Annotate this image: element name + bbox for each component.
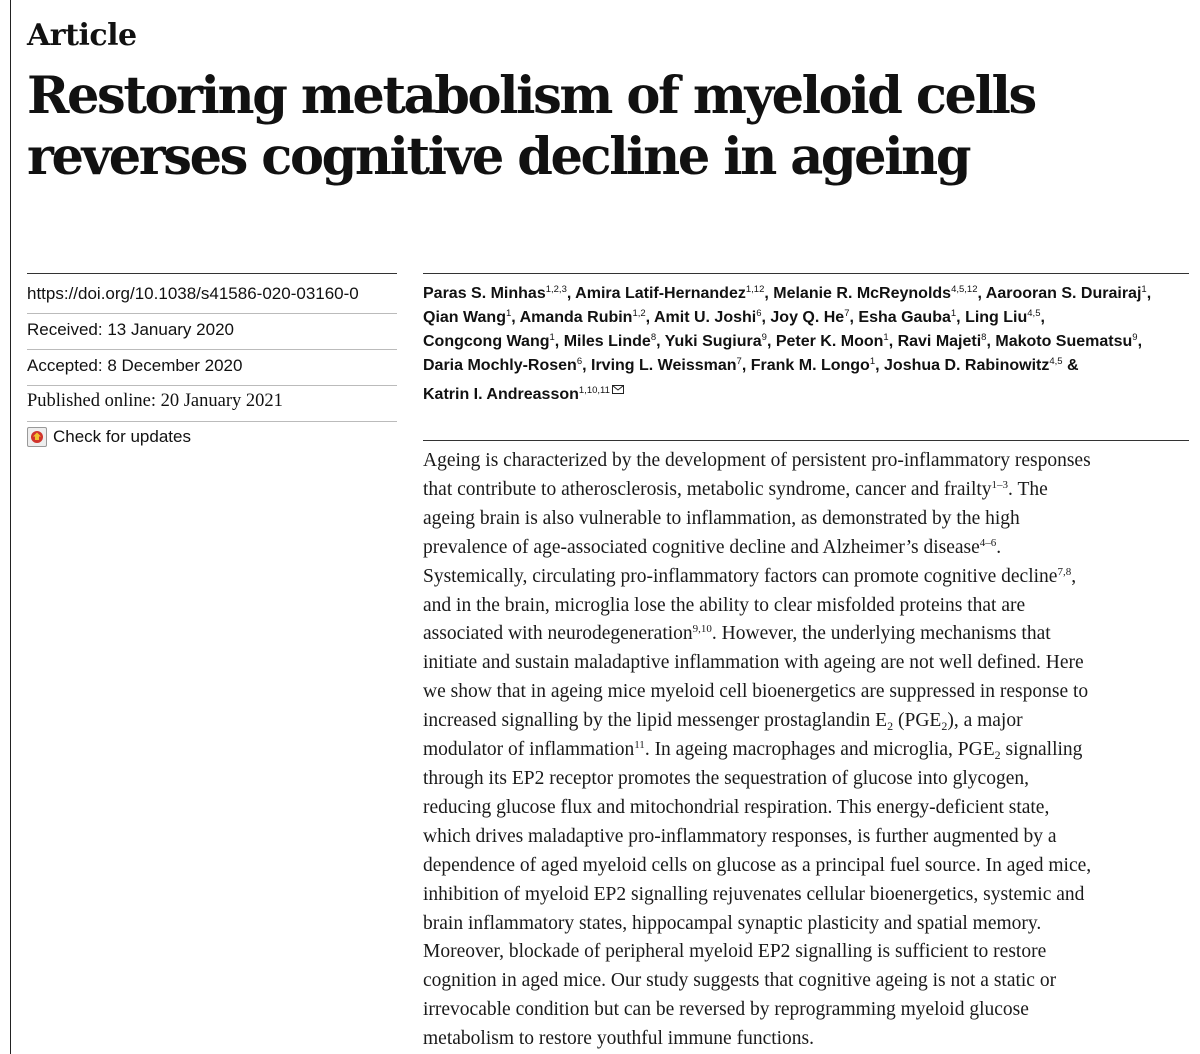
- abstract-line: reducing glucose flux and mitochondrial respiration. This energy-deficient state,: [423, 796, 1050, 818]
- meta-divider: [27, 273, 397, 274]
- meta-divider: [27, 385, 397, 386]
- author-name: Yuki Sugiura: [664, 333, 762, 350]
- abstract-line: dependence of aged myeloid cells on glucose as a principal fuel source. In aged mice,: [423, 854, 1092, 876]
- author-name: Makoto Suematsu: [995, 333, 1133, 350]
- check-for-updates-button[interactable]: [27, 427, 191, 447]
- abstract-line: Moreover, blockade of peripheral myeloid EP2 signalling is sufficient to restore: [423, 941, 1047, 963]
- subscript: 2: [887, 719, 894, 734]
- abstract-line: Systemically, circulating pro-inflammatory factors can promote cognitive decline$^{7,8}$,: [423, 565, 1077, 587]
- author-affiliation: 9: [1132, 332, 1138, 343]
- envelope-icon[interactable]: [612, 378, 624, 402]
- author-line: Congcong Wang$^1$, Miles Linde$^8$, Yuki Sugiura$^9$, Peter K. Moon$^1$, Ravi Majeti$^8$, Makoto Suematsu$^9$,: [423, 332, 1143, 350]
- authors-divider: [423, 273, 1189, 274]
- abstract-line: modulator of inflammation$^{11}$. In ageing macrophages and microglia, $PGE_2$ signalling: [423, 739, 1083, 763]
- meta-divider: [27, 349, 397, 350]
- author-affiliation: 9: [761, 332, 767, 343]
- author-affiliation: 6: [756, 308, 762, 319]
- author-affiliation: 4,5: [1049, 356, 1063, 367]
- meta-divider: [27, 421, 397, 422]
- author-name: Frank M. Longo: [750, 357, 870, 374]
- abstract-line: cognition in aged mice. Our study suggests that cognitive ageing is not a static or: [423, 970, 1057, 992]
- reference-superscript: 1–3: [991, 478, 1009, 491]
- subscript: 2: [994, 748, 1001, 763]
- author-name: Ling Liu: [965, 309, 1028, 326]
- abstract-line: through its EP2 receptor promotes the sequestration of glucose into glycogen,: [423, 767, 1029, 789]
- abstract-divider: [423, 440, 1189, 441]
- author-name: Amit U. Joshi: [653, 309, 757, 326]
- abstract-line: initiate and sustain maladaptive inflammation with ageing are not well defined. Here: [423, 652, 1084, 674]
- author-affiliation: 1,2: [632, 308, 646, 319]
- author-name: Joy Q. He: [770, 309, 845, 326]
- author-name: Peter K. Moon: [775, 333, 884, 350]
- abstract-line: prevalence of age-associated cognitive decline and Alzheimer’s disease$^{4-6}$.: [423, 536, 1002, 558]
- author-line: Paras S. Minhas$^{1,2,3}$, Amira Latif-Hernandez$^{1,12}$, Melanie R. McReynolds$^{4,5,12}$, Aarooran S. Durairaj$^1$,: [423, 284, 1152, 302]
- abstract-line: increased signalling by the lipid messenger prostaglandin $E_2$ $(PGE_2)$, a major: [423, 710, 1023, 734]
- author-affiliation: 4,5,12: [951, 284, 978, 295]
- author-name: Joshua D. Rabinowitz: [884, 357, 1050, 374]
- doi-link[interactable]: https://doi.org/10.1038/s41586-020-03160-0: [27, 284, 359, 303]
- abstract-line: brain inflammatory states, hippocampal synaptic plasticity and spatial memory.: [423, 912, 1042, 934]
- author-line: [423, 378, 1193, 407]
- check-for-updates-label: Check for updates: [53, 427, 191, 446]
- author-name: Amanda Rubin: [519, 309, 633, 326]
- received-date: Received: 13 January 2020: [27, 320, 234, 339]
- author-affiliation: 7: [844, 308, 850, 319]
- title-line: Restoring metabolism of myeloid cells: [27, 66, 1035, 126]
- abstract-text: [423, 447, 1193, 1054]
- author-affiliation: 1,2,3: [545, 284, 567, 295]
- article-type-label: Article: [27, 18, 137, 53]
- author-affiliation: 7: [736, 356, 742, 367]
- author-name: Aarooran S. Durairaj: [985, 285, 1142, 302]
- author-name: Amira Latif-Hernandez: [575, 285, 746, 302]
- abstract-line: inhibition of myeloid EP2 signalling rejuvenates cellular bioenergetics, systemic and: [423, 883, 1085, 905]
- author-affiliation: 1: [549, 332, 555, 343]
- meta-divider: [27, 313, 397, 314]
- abstract-line: associated with neurodegeneration$^{9,10}$. However, the underlying mechanisms that: [423, 623, 1051, 645]
- abstract-line: irrevocable condition but can be reversed by reprogramming myeloid glucose: [423, 999, 1029, 1021]
- author-name: Irving L. Weissman: [591, 357, 737, 374]
- author-name: Ravi Majeti: [897, 333, 982, 350]
- check-for-updates-icon: [27, 427, 47, 447]
- author-list: [423, 282, 1193, 407]
- author-affiliation: 1: [883, 332, 889, 343]
- author-affiliation: 4,5: [1027, 308, 1041, 319]
- published-date: Published online: 20 January 2021: [27, 391, 283, 411]
- author-affiliation: 1: [869, 356, 876, 367]
- author-name: Congcong Wang: [423, 333, 550, 350]
- title-line: reverses cognitive decline in ageing: [27, 127, 970, 187]
- subscript: 2: [941, 719, 948, 734]
- author-affiliation: 8: [650, 332, 657, 343]
- abstract-line: we show that in ageing mice myeloid cell bioenergetics are suppressed in response to: [423, 681, 1089, 703]
- left-margin-rule: [10, 0, 11, 1054]
- author-affiliation: 1: [505, 308, 512, 319]
- author-affiliation: 1: [950, 308, 957, 319]
- author-affiliation: 1,12: [745, 284, 765, 295]
- abstract-line: and in the brain, microglia lose the ability to clear misfolded proteins that are: [423, 594, 1026, 616]
- author-name: Paras S. Minhas: [423, 285, 546, 302]
- reference-superscript: 11: [634, 739, 645, 752]
- author-affiliation: 1,10,11: [578, 385, 610, 396]
- article-title: [27, 66, 1177, 188]
- reference-superscript: 7,8: [1057, 565, 1072, 578]
- abstract-line: metabolism to restore youthful immune functions.: [423, 1028, 815, 1050]
- reference-superscript: 9,10: [692, 623, 712, 636]
- author-affiliation: 1: [1141, 284, 1147, 295]
- author-affiliation: 6: [576, 356, 583, 367]
- author-name: Qian Wang: [423, 309, 506, 326]
- abstract-line: which drives maladaptive pro-inflammatory responses, is further augmented by a: [423, 825, 1057, 847]
- author-name: Melanie R. McReynolds: [773, 285, 952, 302]
- author-name: Miles Linde: [563, 333, 651, 350]
- reference-superscript: 4–6: [979, 536, 997, 549]
- abstract-line: Ageing is characterized by the development of persistent pro-inflammatory responses: [423, 450, 1091, 471]
- abstract-line: that contribute to atherosclerosis, metabolic syndrome, cancer and frailty$^{1-3}$. The: [423, 478, 1048, 500]
- author-name: Daria Mochly-Rosen: [423, 357, 577, 374]
- author-line: Daria Mochly-Rosen$^6$, Irving L. Weissman$^7$, Frank M. Longo$^1$, Joshua D. Rabinowitz$^{4,5}$ &: [423, 356, 1079, 374]
- author-name: Katrin I. Andreasson: [423, 386, 579, 403]
- abstract-line: ageing brain is also vulnerable to inflammation, as demonstrated by the high: [423, 507, 1020, 529]
- accepted-date: Accepted: 8 December 2020: [27, 356, 243, 375]
- author-name: Esha Gauba: [858, 309, 951, 326]
- author-affiliation: 8: [981, 332, 987, 343]
- author-line: Qian Wang$^1$, Amanda Rubin$^{1,2}$, Amit U. Joshi$^6$, Joy Q. He$^7$, Esha Gauba$^1$, Ling Liu$^{4,5}$,: [423, 308, 1045, 326]
